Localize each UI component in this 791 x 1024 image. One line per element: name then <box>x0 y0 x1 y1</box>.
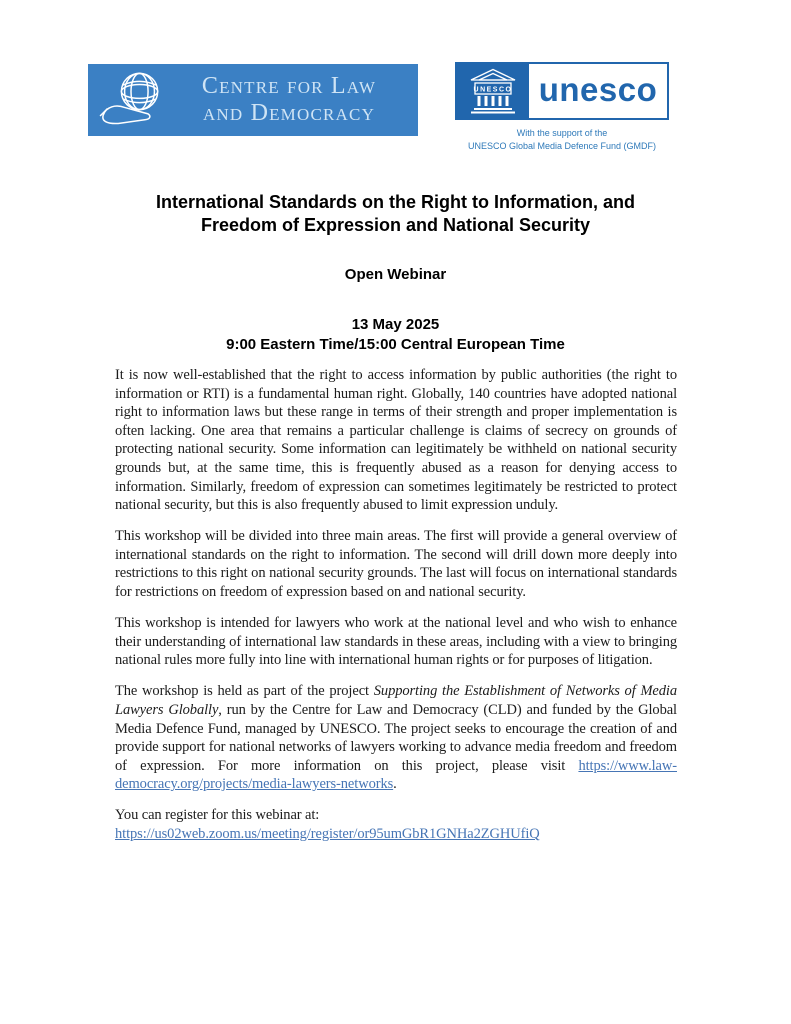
paragraph-register <box>115 806 677 843</box>
paragraph-project <box>115 682 677 794</box>
page-title <box>0 191 791 237</box>
hand-globe-icon <box>94 68 168 132</box>
event-datetime <box>0 315 791 355</box>
cld-logo-line2: and Democracy <box>202 100 376 126</box>
cld-logo-text <box>168 73 410 127</box>
project-link[interactable]: https://www.law-democracy.org/projects/media-lawyers-networks <box>115 757 677 793</box>
unesco-emblem <box>457 64 529 118</box>
project-name-italic: Supporting the Establishment of Networks of Media Lawyers Globally <box>115 683 677 718</box>
register-label: You can register for this webinar at: <box>115 807 320 824</box>
project-text-before-italic: The workshop is held as part of the project <box>115 683 374 700</box>
unesco-support-line2: UNESCO Global Media Defence Fund (GMDF) <box>467 141 657 151</box>
unesco-temple-icon <box>469 68 517 114</box>
project-text-after-italic: , run by the Centre for Law and Democracy (CLD) and funded by the Global Media Defence Fund, managed by UNESCO. The project seeks to encourage the creation of and provide support for national networks of lawyers working to advance media freedom and freedom of expression. For more information on this project, please visit <box>115 702 677 774</box>
project-text-period: . <box>393 776 397 793</box>
paragraph-workshop-areas: This workshop will be divided into three main areas. The first will provide a general overview of international standards on the right to information. The second will drill down more deeply into restrictions to this right on national security grounds. The last will focus on international standards for restrictions on freedom of expression based on and national security. <box>115 528 677 601</box>
registration-link[interactable]: https://us02web.zoom.us/meeting/register/or95umGbR1GNHa2ZGHUfiQ <box>115 826 540 843</box>
unesco-logo <box>455 62 669 120</box>
body-text <box>115 366 677 856</box>
cld-logo <box>88 64 418 136</box>
event-date: 13 May 2025 <box>351 316 440 333</box>
unesco-emblem-text: UNESCO <box>473 86 513 94</box>
paragraph-intro: It is now well-established that the right to access information by public authorities (the right to information or RTI) is a fundamental human right. Globally, 140 countries have adopted national right to information laws but these range in terms of their strength and proper implementation is often lacking. One area that remains a particular challenge is claims of secrecy on grounds of protecting national security. Some information can legitimately be withheld on national security grounds but, at the same time, this is frequently abused as a reason for denying access to information. Similarly, freedom of expression can sometimes legitimately be restricted to protect national security, but this is also frequently abused to limit expression unduly. <box>115 367 677 514</box>
subtitle-open-webinar: Open Webinar <box>344 266 447 283</box>
unesco-wordmark: unesco <box>538 70 658 108</box>
unesco-support-line1: With the support of the <box>516 128 608 138</box>
page-title-line2: Freedom of Expression and National Security <box>200 215 591 235</box>
page-title-line1: International Standards on the Right to Information, and <box>156 192 635 212</box>
unesco-support-text <box>430 127 694 153</box>
paragraph-audience: This workshop is intended for lawyers who work at the national level and who wish to enhance their understanding of international law standards in these areas, including with a view to bringing national rules more fully into line with international human rights or for purposes of litigation. <box>115 615 677 669</box>
event-time: 9:00 Eastern Time/15:00 Central European Time <box>226 336 565 353</box>
cld-logo-line1: Centre for Law <box>201 73 377 99</box>
